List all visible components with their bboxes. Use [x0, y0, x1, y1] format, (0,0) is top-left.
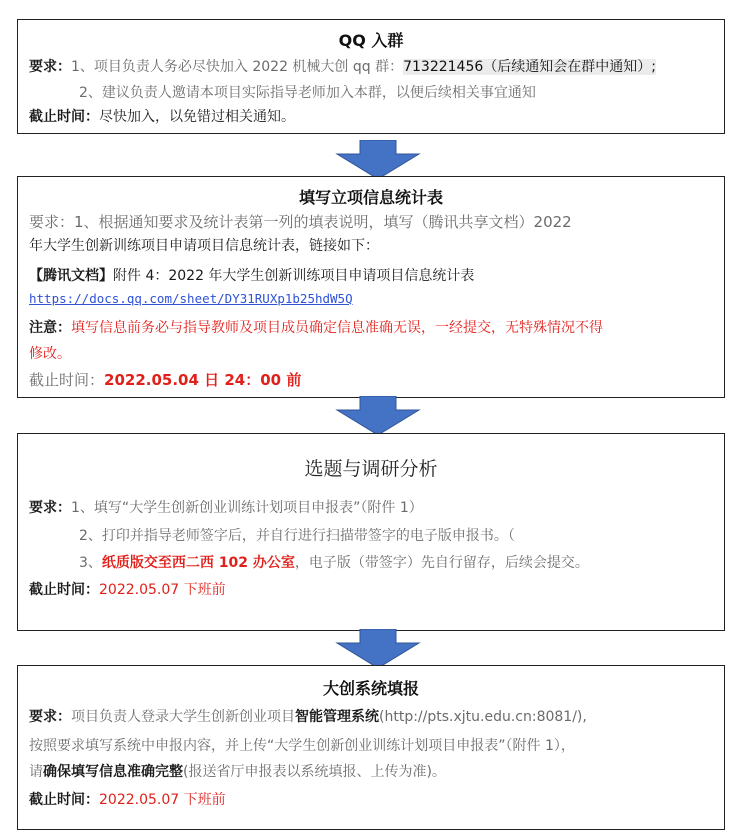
submission-location: 纸质版交至西二西 102 办公室 — [101, 555, 295, 571]
deadline-line — [29, 580, 226, 600]
step-title: 填写立项信息统计表 — [298, 188, 443, 207]
note-label: 注意： — [29, 320, 71, 336]
deadline-text: 2022.05.04 日 24：00 前 — [104, 371, 302, 389]
requirement-text: ，电子版（带签字）先自行留存，后续会提交。 — [294, 555, 589, 571]
requirement-line-3 — [79, 553, 589, 573]
step-box-system-submission — [17, 665, 725, 830]
system-url: (http://pts.xjtu.edu.cn:8081/), — [379, 709, 587, 725]
requirement-line-2: 2、建议负责人邀请本项目实际指导老师加入本群，以便后续相关事宜通知 — [79, 85, 536, 101]
deadline-text: 2022.05.07 下班前 — [99, 792, 226, 808]
step-title: 大创系统填报 — [322, 679, 419, 698]
note-line-1 — [29, 318, 603, 338]
deadline-label: 截止时间： — [29, 109, 99, 125]
requirement-line-1 — [29, 498, 423, 518]
requirement-number: 3、 — [79, 555, 102, 571]
deadline-text: 2022.05.07 下班前 — [99, 582, 226, 598]
step-box-info-form — [17, 176, 725, 398]
requirement-text: 1、填写“大学生创新创业训练计划项目申报表”（附件 1） — [71, 500, 423, 516]
requirement-label: 要求： — [29, 59, 71, 75]
requirement-line-1 — [29, 707, 587, 727]
requirement-line-2: 按照要求填写系统中申报内容，并上传“大学生创新创业训练计划项目申报表”（附件 1）， — [29, 738, 575, 754]
tencent-doc-link[interactable]: https://docs.qq.com/sheet/DY31RUXp1b25hdW5Q — [29, 291, 353, 306]
requirement-line-2: 2、打印并指导老师签字后，并自行进行扫描带签字的电子版申报书。（ — [79, 528, 515, 544]
step-title: 选题与调研分析 — [304, 458, 438, 480]
requirement-line-2: 年大学生创新训练项目申请项目信息统计表，链接如下： — [29, 238, 379, 254]
deadline-text: 尽快加入，以免错过相关通知。 — [99, 109, 295, 125]
requirement-text: 1、项目负责人务必尽快加入 2022 机械大创 qq 群： — [71, 59, 404, 75]
deadline-label: 截止时间： — [29, 792, 99, 808]
qq-group-number: 713221456（后续通知会在群中通知）; — [403, 59, 656, 75]
requirement-label: 要求： — [29, 500, 71, 516]
doc-tag: 【腾讯文档】 — [29, 268, 113, 284]
down-arrow-icon — [333, 140, 423, 180]
deadline-label: 截止时间： — [29, 371, 105, 389]
requirement-line-3 — [29, 762, 446, 782]
note-text: 填写信息前务必与指导教师及项目成员确定信息准确无误，一经提交，无特殊情况不得 — [71, 320, 603, 336]
requirement-line-1 — [29, 57, 656, 77]
step-box-qq-group — [17, 19, 725, 134]
requirement-label: 要求： — [29, 709, 71, 725]
deadline-label: 截止时间： — [29, 582, 99, 598]
deadline-line — [29, 370, 301, 390]
step-box-topic-research — [17, 433, 725, 631]
down-arrow-icon — [333, 629, 423, 669]
doc-name: 附件 4：2022 年大学生创新训练项目申请项目信息统计表 — [113, 268, 475, 284]
system-name: 智能管理系统 — [295, 709, 379, 725]
requirement-text: 项目负责人登录大学生创新创业项目 — [71, 709, 295, 725]
requirement-note: (报送省厅申报表以系统填报、上传为准)。 — [183, 764, 446, 780]
down-arrow-icon — [333, 396, 423, 436]
step-title: QQ 入群 — [338, 31, 404, 50]
doc-reference — [29, 266, 474, 286]
requirement-line-1: 要求：1、根据通知要求及统计表第一列的填表说明，填写（腾讯共享文档）2022 — [29, 213, 572, 231]
note-line-2: 修改。 — [29, 346, 71, 362]
deadline-line — [29, 107, 295, 127]
accuracy-emphasis: 确保填写信息准确完整 — [43, 764, 183, 780]
deadline-line — [29, 790, 226, 810]
requirement-text: 请 — [29, 764, 43, 780]
